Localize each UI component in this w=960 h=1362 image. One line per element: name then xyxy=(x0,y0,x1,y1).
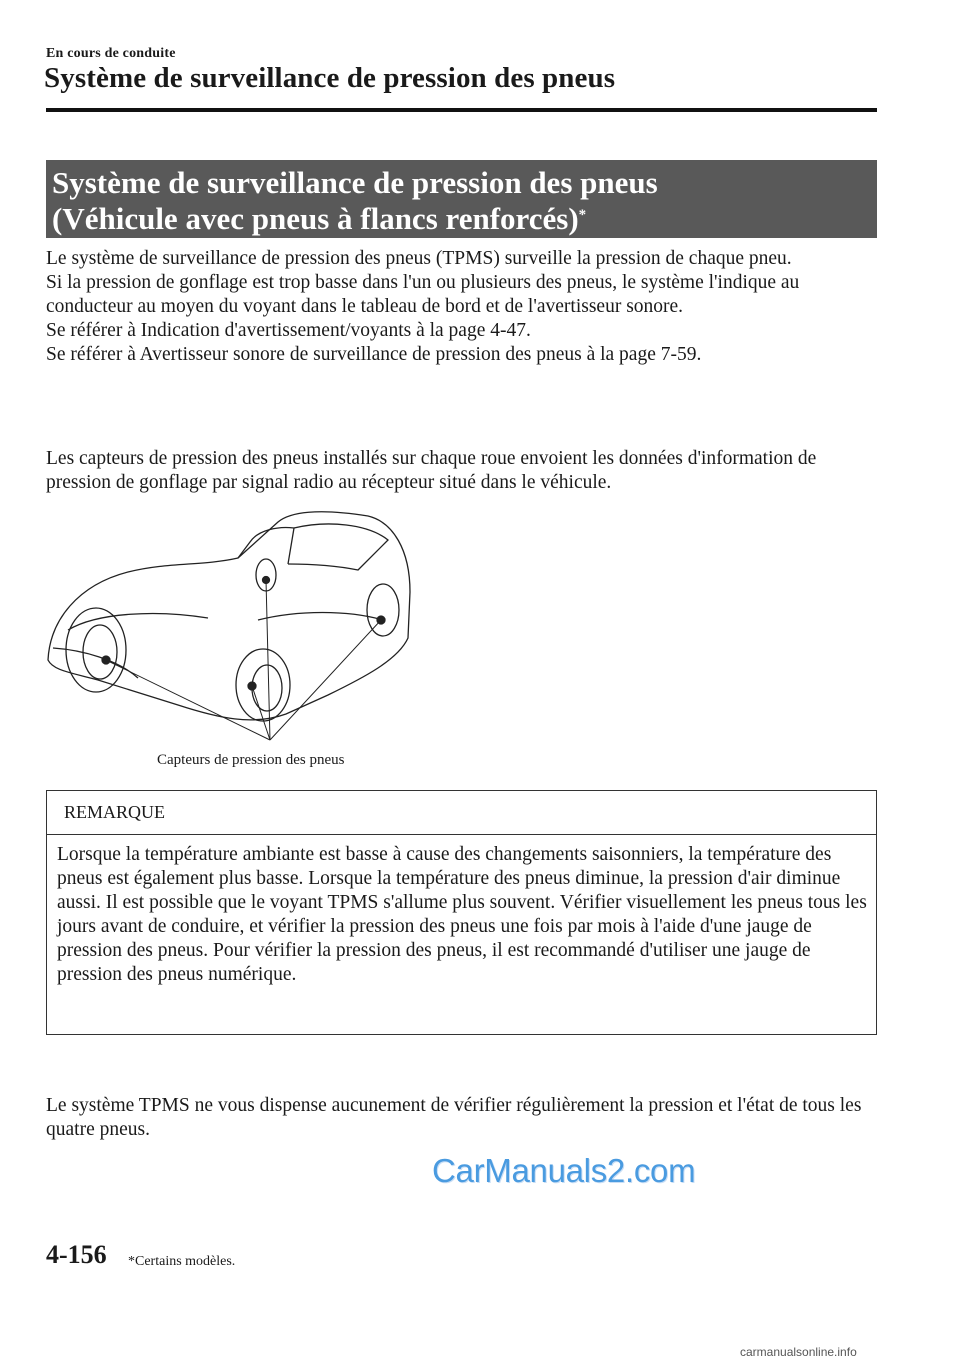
door-line xyxy=(258,613,383,621)
car-sensor-diagram xyxy=(38,500,418,750)
sensors-paragraph: Les capteurs de pression des pneus installés sur chaque roue envoient les données d'information de pression de gonflage par signal radio au récepteur situé dans le véhicule. xyxy=(46,448,817,493)
watermark-logo: CarManuals2.com xyxy=(432,1152,696,1189)
roof-line xyxy=(288,524,388,570)
rear-right-wheel xyxy=(367,584,399,636)
front-right-rim xyxy=(252,665,282,711)
banner-asterisk: * xyxy=(578,207,587,223)
footnote: *Certains modèles. xyxy=(128,1254,236,1269)
chapter-title: Système de surveillance de pression des pneus xyxy=(44,62,616,94)
intro-line-2: Si la pression de gonflage est trop basse dans l'un ou plusieurs des pneus, le système l'indique au conducteur au moyen du voyant dans le tableau de bord et de l'avertisseur sonore. xyxy=(46,272,800,317)
header-rule xyxy=(46,108,877,112)
banner-title-line1: Système de surveillance de pression des pneus xyxy=(52,165,658,200)
figure-caption: Capteurs de pression des pneus xyxy=(157,752,345,768)
note-body: Lorsque la température ambiante est basse à cause des changements saisonniers, la température des pneus est également plus basse. Lorsque la température des pneus diminue, la pression d'air diminue aussi. Il est possible que le voyant TPMS s'allume plus souvent. Vérifier visuellement les pneus tous les jours avant de conduire, et vérifier la pression des pneus une fois par mois à l'aide d'une jauge de pression des pneus. Pour vérifier la pression des pneus, il est recommandé d'utiliser une jauge de pression des pneus numérique. xyxy=(57,844,867,985)
note-box xyxy=(46,790,877,1035)
banner-title-line2-text: (Véhicule avec pneus à flancs renforcés) xyxy=(52,201,579,236)
note-heading: REMARQUE xyxy=(47,791,876,835)
intro-line-4: Se référer à Avertisseur sonore de surveillance de pression des pneus à la page 7-59. xyxy=(46,344,702,365)
car-body-outline xyxy=(48,512,410,720)
site-watermark: carmanualsonline.info xyxy=(740,1345,857,1359)
banner-title-line2 xyxy=(52,201,877,237)
intro-line-3: Se référer à Indication d'avertissement/voyants à la page 4-47. xyxy=(46,320,531,341)
closing-paragraph: Le système TPMS ne vous dispense aucunement de vérifier régulièrement la pression et l'état de tous les quatre pneus. xyxy=(46,1095,862,1140)
page-number: 4-156 xyxy=(46,1240,107,1269)
section-banner xyxy=(46,160,877,238)
section-label: En cours de conduite xyxy=(46,46,176,61)
hood-line xyxy=(68,614,208,630)
intro-line-1: Le système de surveillance de pression des pneus (TPMS) surveille la pression de chaque pneu. xyxy=(46,248,792,269)
front-left-rim xyxy=(83,625,117,679)
intro-paragraphs xyxy=(46,247,866,367)
